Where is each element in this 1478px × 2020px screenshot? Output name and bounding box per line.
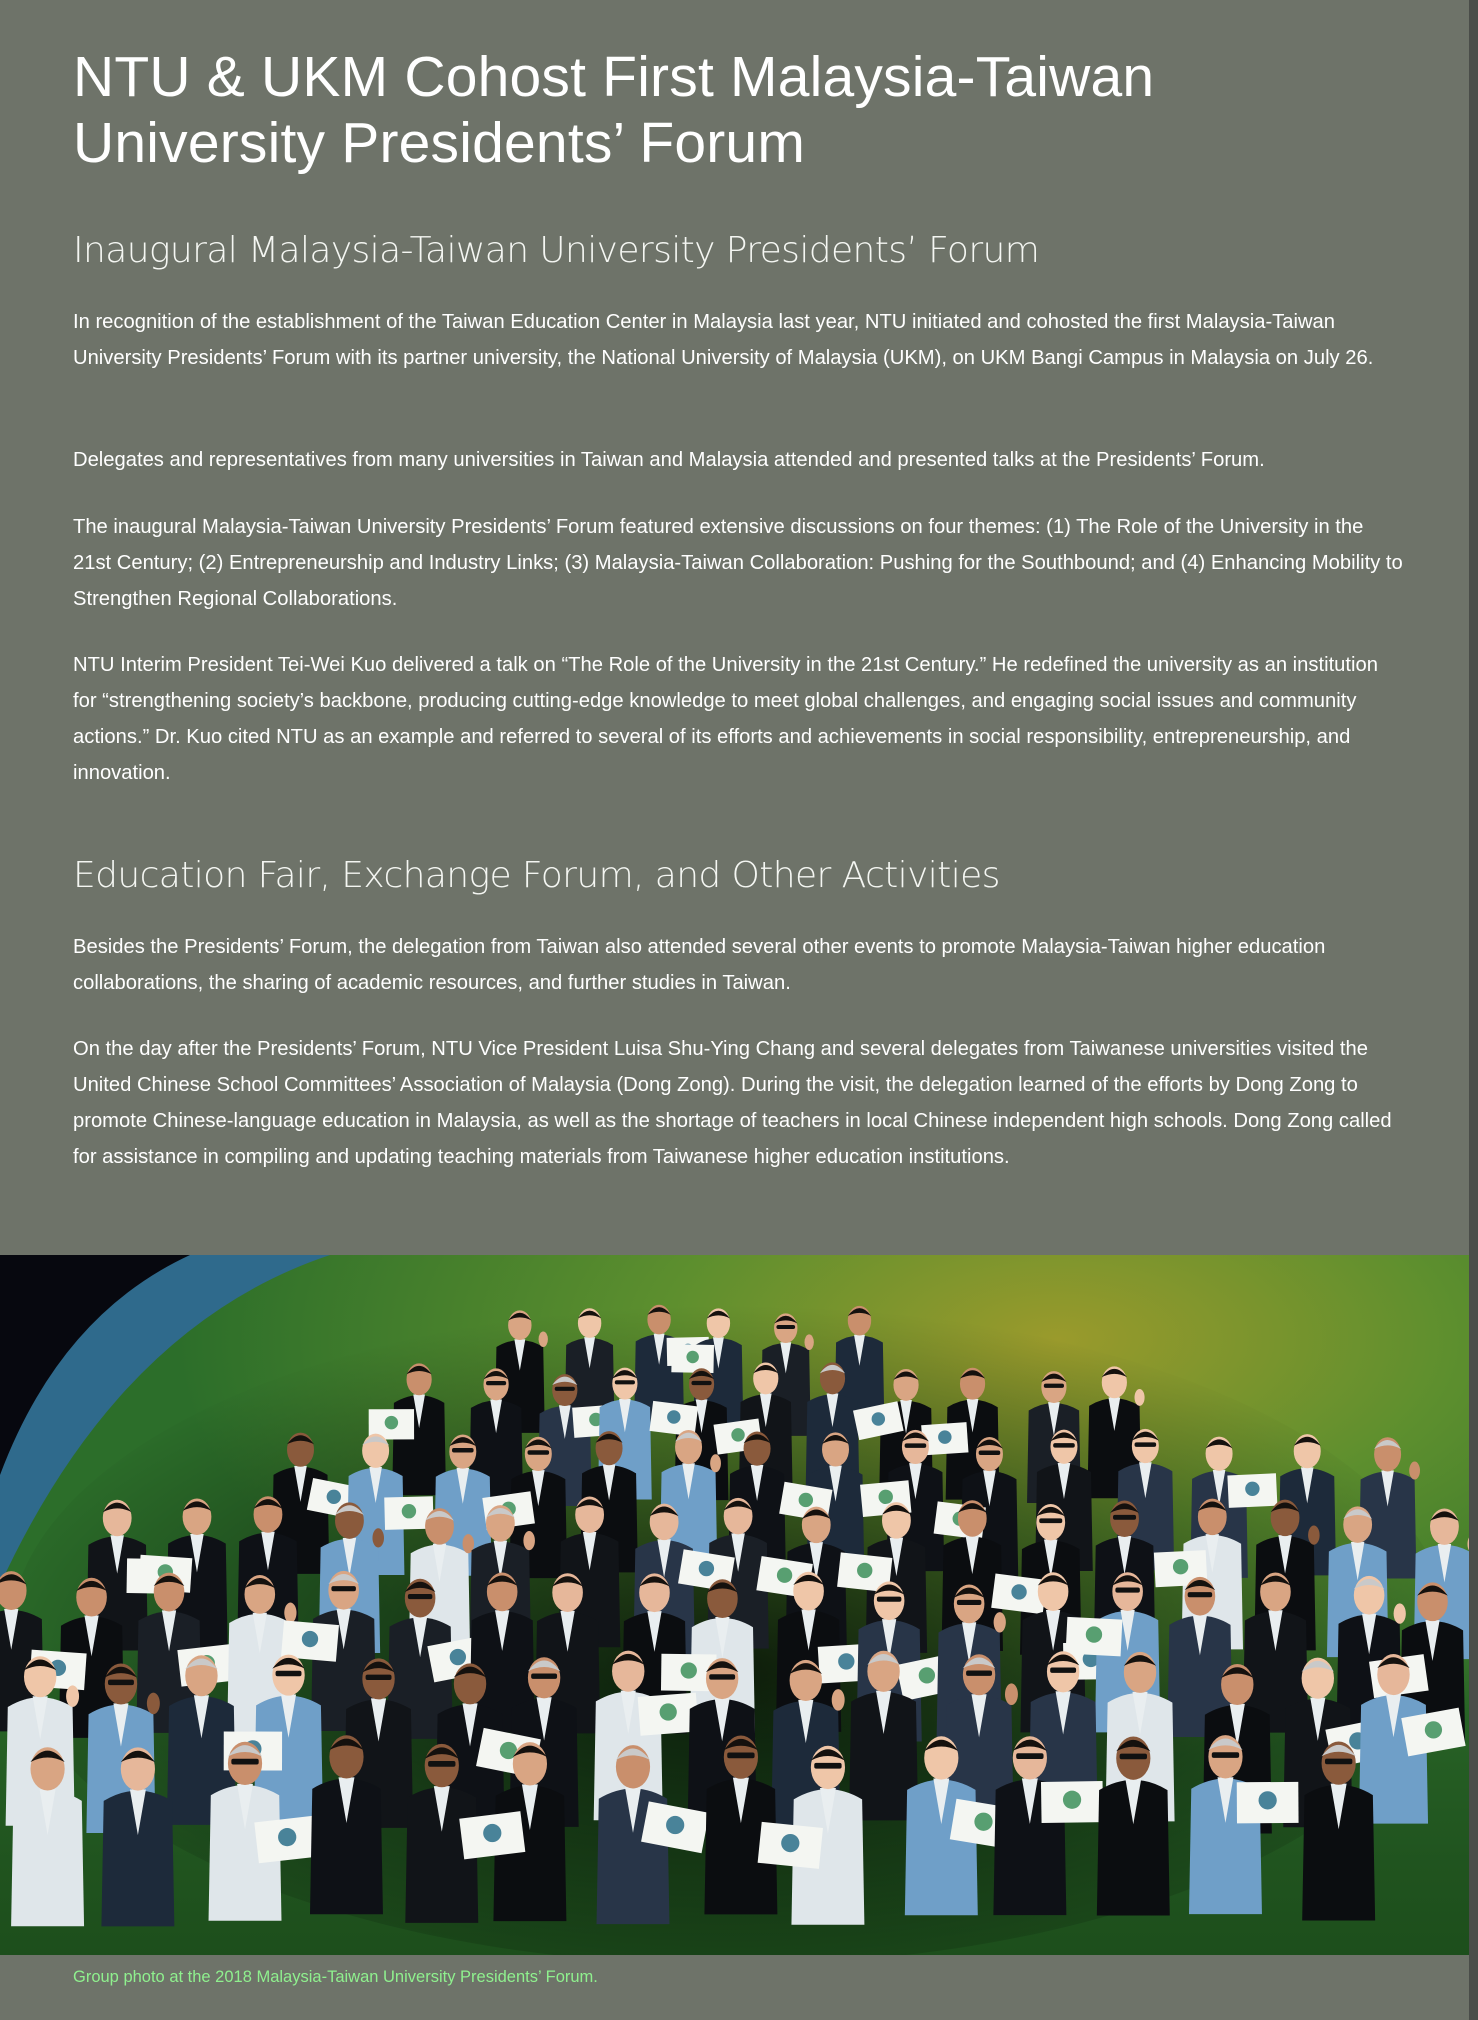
thumbs-up-hand [994, 1612, 1006, 1632]
thumbs-up-hand [284, 1603, 296, 1623]
university-sign [1237, 1782, 1299, 1823]
thumbs-up-hand [1409, 1462, 1420, 1480]
paragraph: NTU Interim President Tei-Wei Kuo delivered a talk on “The Role of the University in the 21st Century.” He redefined the university as an institution for “strengthening society’s backbone, producing cutting-edge knowledge to meet global challenges, and engaging social issues and community actions.” Dr. Kuo cited NTU as an example and referred to several of its efforts and achievements in social responsibility, entrepreneurship, and innovation. [73, 654, 1378, 784]
university-sign [254, 1816, 320, 1864]
thumbs-up-hand [539, 1331, 548, 1347]
thumbs-up-hand [1394, 1603, 1406, 1623]
university-sign [671, 1344, 714, 1373]
paragraph: The inaugural Malaysia-Taiwan University Presidents’ Forum featured extensive discussions on four themes: (1) The Role of the University in the 21st Century; (2) Entrepreneurship and Industry Links; (3) Malaysia-Taiwan Collaboration: Pushing for the Southbound; and (4) Enhancing Mobility to Strengthen Regional Collaborations. [73, 516, 1403, 610]
section-heading-inaugural-forum: Inaugural Malaysia-Taiwan University Presidents’ Forum [73, 230, 1040, 271]
group-photo [0, 1255, 1469, 1955]
thumbs-up-hand [804, 1334, 813, 1350]
scrollbar-track[interactable] [1469, 0, 1478, 2020]
paragraph: In recognition of the establishment of the Taiwan Education Center in Malaysia last year, NTU initiated and cohosted the first Malaysia-Taiwan University Presidents’ Forum with its partner university, the National University of Malaysia (UKM), on UKM Bangi Campus in Malaysia on July 26. [73, 311, 1374, 369]
paragraph: Besides the Presidents’ Forum, the delegation from Taiwan also attended several other events to promote Malaysia-Taiwan higher education collaborations, the sharing of academic resources, and further studies in Taiwan. [73, 936, 1326, 994]
university-sign [758, 1822, 823, 1869]
university-sign [1066, 1617, 1123, 1656]
thumbs-up-hand [66, 1685, 79, 1707]
thumbs-up-hand [832, 1689, 845, 1711]
thumbs-up-hand [523, 1531, 535, 1550]
thumbs-up-hand [1308, 1526, 1320, 1545]
section-heading-education-fair: Education Fair, Exchange Forum, and Other Activities [73, 855, 1000, 896]
thumbs-up-hand [1135, 1389, 1145, 1406]
thumbs-up-hand [710, 1454, 721, 1472]
thumbs-up-hand [147, 1693, 160, 1715]
group-photo-illustration [0, 1255, 1469, 1955]
paragraph: On the day after the Presidents’ Forum, NTU Vice President Luisa Shu-Ying Chang and several delegates from Taiwanese universities visited the United Chinese School Committees’ Association of Malaysia (Dong Zong). During the visit, the delegation learned of the efforts by Dong Zong to promote Chinese-language education in Malaysia, as well as the shortage of teachers in local Chinese independent high schools. Dong Zong called for assistance in compiling and updating teaching materials from Taiwanese higher education institutions. [73, 1038, 1392, 1168]
university-sign [1227, 1473, 1277, 1508]
university-sign [459, 1811, 525, 1859]
paragraph: Delegates and representatives from many universities in Taiwan and Malaysia attended and presented talks at the Presidents’ Forum. [73, 449, 1265, 471]
page-title: NTU & UKM Cohost First Malaysia-Taiwan University Presidents’ Forum [73, 45, 1155, 175]
thumbs-up-hand [1005, 1683, 1018, 1705]
photo-caption: Group photo at the 2018 Malaysia-Taiwan University Presidents’ Forum. [73, 1968, 598, 1986]
university-sign [1041, 1781, 1103, 1823]
thumbs-up-hand [372, 1528, 384, 1547]
